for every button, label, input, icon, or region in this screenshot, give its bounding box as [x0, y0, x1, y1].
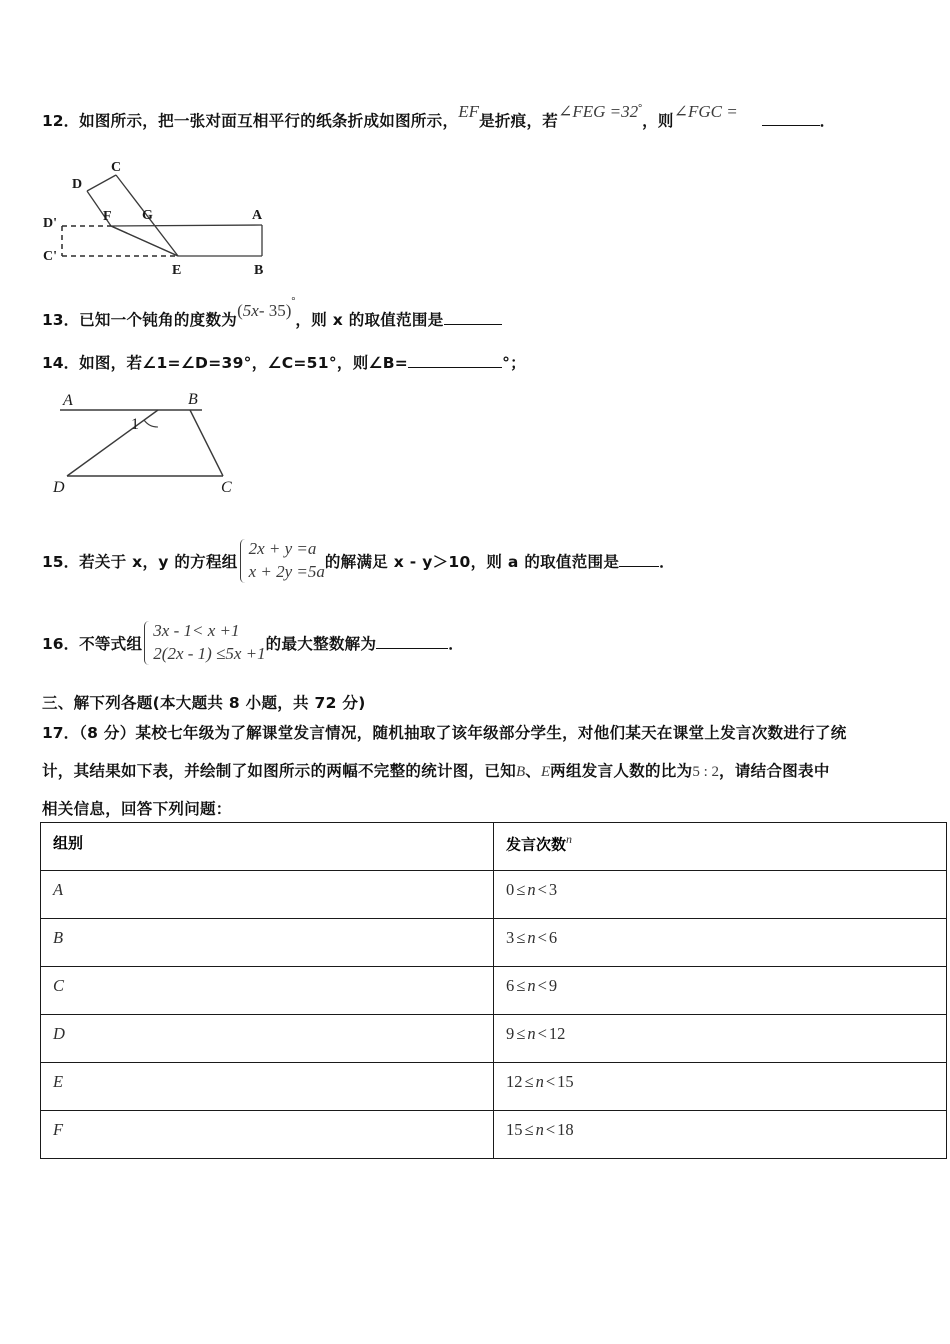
- question-12-text-a: 如图所示，把一张对面互相平行的纸条折成如图所示，: [79, 112, 459, 130]
- question-16-line: [42, 622, 464, 668]
- section-3-heading: 三、解下列各题(本大题共 8 小题，共 72 分): [42, 694, 366, 712]
- range-op-2: <: [537, 976, 547, 995]
- range-op-2: <: [537, 880, 547, 899]
- range-hi: 12: [548, 1024, 566, 1043]
- question-13-paren-open: (: [237, 301, 243, 320]
- table-header-cell-count: [494, 823, 947, 871]
- question-12-period: ．: [819, 112, 836, 130]
- question-12-math-feg: ∠FEG =32: [558, 102, 639, 121]
- table-cell-range: [494, 1063, 947, 1111]
- table-row: [41, 919, 947, 967]
- group-label: D: [53, 1024, 65, 1043]
- question-15-text-b: 的解满足 x - y＞10，则 a 的取值范围是: [324, 553, 620, 572]
- range-op-1: ≤: [516, 976, 526, 995]
- question-17-text-line-2e: 两组发言人数的比为: [550, 762, 693, 780]
- figure-label-D: D: [72, 177, 83, 192]
- figure-label-B: B: [188, 391, 198, 408]
- question-17-text-dun: 、: [525, 762, 541, 780]
- table-row: [41, 871, 947, 919]
- question-15-line: [42, 540, 675, 586]
- question-13-degree: °: [291, 295, 296, 307]
- figure-label-angle-1: 1: [131, 416, 139, 433]
- range-hi: 6: [548, 928, 558, 947]
- question-15-equation-system: [238, 538, 325, 584]
- range-hi: 18: [557, 1120, 574, 1139]
- table-cell-group: [41, 1063, 494, 1111]
- question-12-line: [42, 102, 836, 134]
- question-13-math-5x: 5x: [242, 301, 259, 320]
- question-13-math-minus35: - 35: [258, 301, 286, 320]
- figure-label-B: B: [254, 263, 264, 278]
- question-17-number: 17．: [42, 724, 80, 742]
- group-label: B: [53, 928, 64, 947]
- question-14-text-a: 如图，若∠1=∠D=39°，∠C=51°，则∠B=: [79, 354, 409, 372]
- table-row: [41, 1063, 947, 1111]
- range-hi: 3: [548, 880, 558, 899]
- question-13-line: [42, 295, 502, 333]
- range-lo: 9: [506, 1024, 515, 1043]
- range-variable: n: [535, 1120, 544, 1139]
- range-op-1: ≤: [516, 880, 526, 899]
- question-17-line-3: 相关信息，回答下列问题：: [42, 800, 232, 818]
- range-op-1: ≤: [516, 928, 526, 947]
- table-row: [41, 967, 947, 1015]
- table-cell-group: [41, 1015, 494, 1063]
- table-cell-range: [494, 967, 947, 1015]
- table-header-variable-n: n: [566, 832, 573, 846]
- range-variable: n: [527, 880, 536, 899]
- range-op-2: <: [545, 1120, 556, 1139]
- group-label: C: [53, 976, 65, 995]
- group-label: F: [53, 1120, 64, 1139]
- question-17-line-2: [42, 760, 830, 784]
- range-variable: n: [527, 928, 536, 947]
- question-12-answer-blank[interactable]: [762, 110, 820, 126]
- question-17-text-line-2a: 计，其结果如下表，并绘制了如图所示的两幅不完整的统计图，已知: [42, 762, 517, 780]
- folded-paper-strip-figure: [40, 155, 320, 285]
- table-header-cell-group: [41, 823, 494, 871]
- question-17-ratio: 5 : 2: [692, 764, 720, 780]
- question-12-number: 12．: [42, 112, 80, 130]
- table-cell-range: [494, 1111, 947, 1159]
- table-header-group-label: 组别: [53, 834, 84, 852]
- question-12-text-c: ，则: [642, 112, 674, 130]
- range-hi: 15: [557, 1072, 574, 1091]
- question-15-period: ．: [659, 553, 675, 572]
- range-op-1: ≤: [524, 1072, 534, 1091]
- figure-label-G: G: [142, 208, 153, 223]
- range-lo: 0: [506, 880, 515, 899]
- question-16-number: 16．: [42, 635, 80, 654]
- figure-label-C: C: [111, 160, 122, 175]
- question-13-number: 13．: [42, 311, 80, 329]
- question-13-answer-blank[interactable]: [444, 309, 502, 325]
- table-cell-group: [41, 919, 494, 967]
- figure-label-C-prime: C': [43, 249, 57, 264]
- question-14-number: 14．: [42, 354, 80, 372]
- table-cell-group: [41, 871, 494, 919]
- question-17-group-e: E: [541, 764, 551, 780]
- range-variable: n: [527, 1024, 536, 1043]
- question-15-text-a: 若关于 x，y 的方程组: [79, 553, 238, 572]
- range-variable: n: [535, 1072, 544, 1091]
- question-13-text-b: ，则 x 的取值范围是: [295, 311, 444, 329]
- question-16-inequality-line-2: 2(2x - 1) ≤5x +1: [153, 643, 266, 663]
- figure-label-D: D: [53, 479, 65, 496]
- figure-label-D-prime: D': [43, 216, 57, 231]
- question-16-answer-blank[interactable]: [376, 633, 448, 649]
- range-lo: 12: [506, 1072, 523, 1091]
- group-label: A: [53, 880, 64, 899]
- table-cell-range: [494, 919, 947, 967]
- question-13-paren-close: ): [285, 301, 292, 320]
- question-12-math-ef: EF: [458, 102, 480, 121]
- question-13-text-a: 已知一个钝角的度数为: [79, 311, 238, 329]
- range-op-2: <: [537, 928, 547, 947]
- range-op-2: <: [537, 1024, 547, 1043]
- table-row: [41, 1111, 947, 1159]
- range-lo: 6: [506, 976, 515, 995]
- question-15-answer-blank[interactable]: [619, 551, 659, 567]
- question-17-line-1: [42, 722, 847, 745]
- question-16-inequality-line-1: 3x - 1< x +1: [153, 621, 240, 640]
- figure-label-F: F: [103, 209, 112, 224]
- question-16-period: ．: [448, 635, 464, 654]
- question-12-text-b: 是折痕，若: [479, 112, 559, 130]
- question-14-line: [42, 352, 526, 375]
- table-cell-range: [494, 1015, 947, 1063]
- range-lo: 15: [506, 1120, 523, 1139]
- question-14-answer-blank[interactable]: [408, 352, 502, 368]
- range-lo: 3: [506, 928, 515, 947]
- range-op-2: <: [545, 1072, 556, 1091]
- question-16-text-b: 的最大整数解为: [265, 635, 377, 654]
- question-16-inequality-system: [142, 620, 265, 666]
- range-hi: 9: [548, 976, 558, 995]
- question-15-equation-line-2: x + 2y =5a: [248, 561, 325, 581]
- range-variable: n: [527, 976, 536, 995]
- table-cell-group: [41, 967, 494, 1015]
- table-cell-group: [41, 1111, 494, 1159]
- figure-label-A: A: [63, 392, 73, 409]
- question-17-score: （8 分）: [79, 724, 136, 742]
- question-14-text-b: °；: [502, 354, 526, 372]
- table-header-row: [41, 823, 947, 871]
- figure-label-A: A: [252, 208, 263, 223]
- range-op-1: ≤: [524, 1120, 534, 1139]
- table-cell-range: [494, 871, 947, 919]
- question-15-equation-line-1: 2x + y =a: [248, 539, 317, 558]
- question-12-math-feg-degree: °: [638, 102, 643, 114]
- table-row: [41, 1015, 947, 1063]
- group-label: E: [53, 1072, 64, 1091]
- figure-label-C: C: [221, 479, 232, 496]
- question-15-number: 15．: [42, 553, 80, 572]
- speech-frequency-table: [40, 822, 947, 1159]
- question-17-text-line-1: 某校七年级为了解课堂发言情况，随机抽取了该年级部分学生，对他们某天在课堂上发言次数进行了统: [135, 724, 847, 742]
- question-17-group-b: B: [516, 764, 526, 780]
- question-16-text-a: 不等式组: [79, 635, 143, 654]
- question-12-math-fgc: ∠FGC =: [673, 102, 738, 121]
- trapezoid-abcd-figure: [45, 388, 285, 496]
- range-op-1: ≤: [516, 1024, 526, 1043]
- question-17-text-line-2g: ，请结合图表中: [719, 762, 830, 780]
- figure-label-E: E: [172, 263, 182, 278]
- table-header-count-label: 发言次数: [506, 835, 567, 854]
